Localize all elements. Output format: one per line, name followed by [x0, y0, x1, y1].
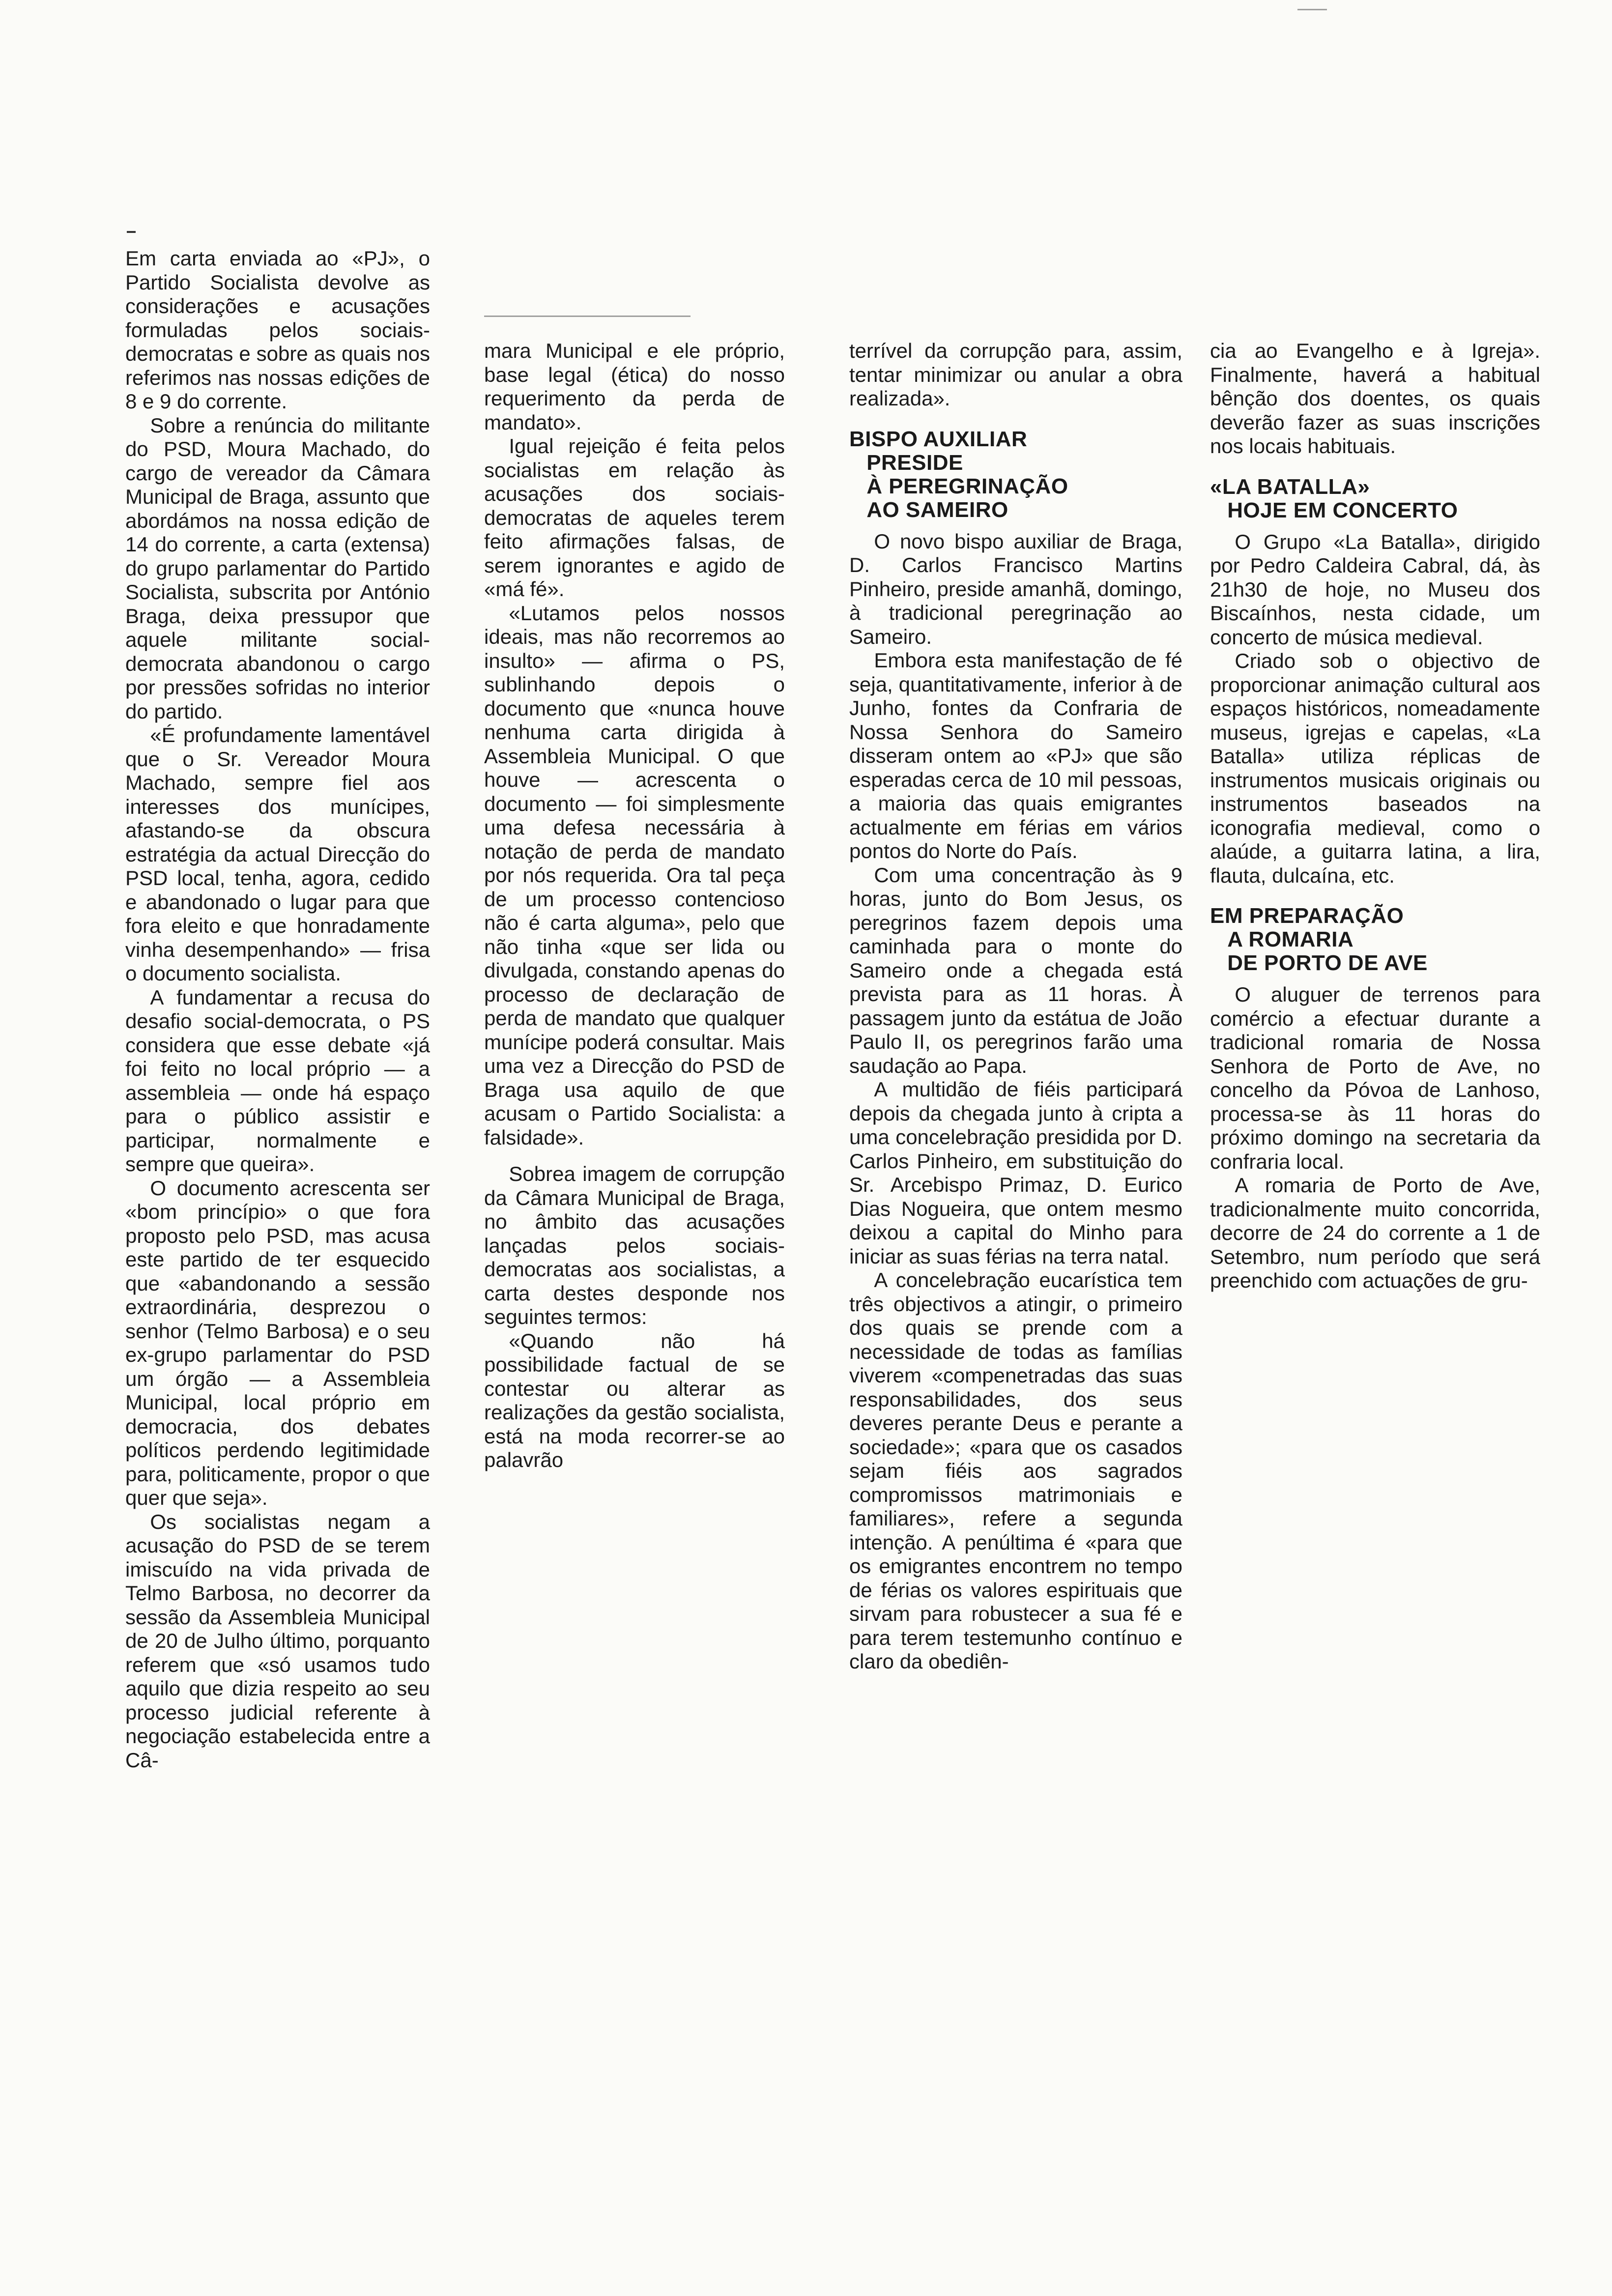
- col3-para-top: terrível da corrupção para, assim, tentar minimizar ou anular a obra realizada».: [849, 339, 1182, 410]
- column-2: [484, 339, 785, 1472]
- col1-para-5: O documento acrescenta ser «bom princípio» o que fora proposto pelo PSD, mas acusa este partido de ter esquecido que «abandonando a sessão extraordinária, desprezou o senhor (Telmo Barbosa) e o seu ex-grupo parlamentar do PSD um órgão — a Assembleia Municipal, local próprio em democracia, dos debates políticos perdendo legitimidade para, politicamente, propor o que quer que seja».: [125, 1176, 430, 1509]
- col2-para-3: «Lutamos pelos nossos ideais, mas não recorremos ao insulto» — afirma o PS, sublinhando depois o documento que «nunca houve nenhuma carta dirigida à Assembleia Municipal. O que houve — acrescenta o documento — foi simplesmente uma defesa necessária à notação de perda de mandato por nós requerida. Ora tal peça de um processo contencioso não é carta alguma», pelo que não tinha «que ser lida ou divulgada, constando apenas do processo de declaração de perda de mandato que qualquer munícipe poderá consultar. Mais uma vez a Direcção do PSD de Braga usa aquilo de que acusam o Partido Socialista: a falsidade».: [484, 601, 785, 1149]
- print-artifact: [1297, 9, 1327, 10]
- print-artifact: [484, 316, 691, 317]
- headline-bispo-auxiliar: BISPO AUXILIAR PRESIDE À PEREGRINAÇÃO AO SAMEIRO: [849, 427, 1068, 522]
- col3-para-2: Embora esta manifestação de fé seja, quantitativamente, inferior à de Junho, fontes da Confraria de Nossa Senhora do Sameiro disseram ontem ao «PJ» que são esperadas cerca de 10 mil pessoas, a maioria das quais emigrantes actualmente em férias em vários pontos do Norte do País.: [849, 649, 1182, 862]
- col2-para-2: Igual rejeição é feita pelos socialistas em relação às acusações dos sociais-democratas de aqueles terem feito afirmações falsas, de serem ignorantes e agido de «má fé».: [484, 434, 785, 601]
- lead-dash: [127, 231, 136, 233]
- col4-para-top: cia ao Evangelho e à Igreja». Finalmente, haverá a habitual bênção dos doentes, os quais deverão fazer as suas inscrições nos locais habituais.: [1210, 339, 1540, 458]
- col3-para-1: O novo bispo auxiliar de Braga, D. Carlos Francisco Martins Pinheiro, preside amanhã, domingo, à tradicional peregrinação ao Sameiro.: [849, 529, 1182, 648]
- col2-para-5: «Quando não há possibilidade factual de se contestar ou alterar as realizações da gestão socialista, está na moda recorrer-se ao palavrão: [484, 1329, 785, 1471]
- col1-para-6: Os socialistas negam a acusação do PSD de se terem imiscuído na vida privada de Telmo Barbosa, no decorrer da sessão da Assembleia Municipal de 20 de Julho último, porquanto referem que «só usamos tudo aquilo que dizia respeito ao seu processo judicial referente à negociação estabelecida entre a Câ-: [125, 1510, 430, 1772]
- col1-para-2: Sobre a renúncia do militante do PSD, Moura Machado, do cargo de vereador da Câmara Municipal de Braga, assunto que abordámos na nossa edição de 14 do corrente, a carta (extensa) do grupo parlamentar do Partido Socialista, subscrita por António Braga, deixa pressupor que aquele militante social-democrata abandonou o cargo por pressões sofridas no interior do partido.: [125, 413, 430, 723]
- col4-para-3: O aluguer de terrenos para comércio a efectuar durante a tradicional romaria de Nossa Senhora de Porto de Ave, no concelho da Póvoa de Lanhoso, processa-se às 11 horas do próximo domingo na secretaria da confraria local.: [1210, 983, 1540, 1173]
- col1-para-4: A fundamentar a recusa do desafio social-democrata, o PS considera que esse debate «já foi feito no local próprio — a assembleia — onde há espaço para o público assistir e participar, normalmente e sempre que queira».: [125, 985, 430, 1176]
- column-1: [125, 247, 430, 1772]
- col4-para-2: Criado sob o objectivo de proporcionar animação cultural aos espaços históricos, nomeadamente museus, igrejas e capelas, «La Batalla» utiliza réplicas de instrumentos musicais originais ou instrumentos baseados na iconografia medieval, como o alaúde, a guitarra latina, a lira, flauta, dulcaína, etc.: [1210, 649, 1540, 887]
- headline-romaria-porto-de-ave: EM PREPARAÇÃO A ROMARIA DE PORTO DE AVE: [1210, 904, 1428, 975]
- headline-la-batalla: «LA BATALLA» HOJE EM CONCERTO: [1210, 474, 1458, 522]
- col3-para-5: A concelebração eucarística tem três objectivos a atingir, o primeiro dos quais se prende com a necessidade de todas as famílias viverem «compenetradas das suas responsabilidades, dos seus deveres perante Deus e perante a sociedade»; «para que os casados sejam fiéis aos sagrados compromissos matrimoniais e familiares», refere a segunda intenção. A penúltima é «para que os emigrantes encontrem no tempo de férias os valores espirituais que sirvam para robustecer a sua fé e para terem testemunho contínuo e claro da obediên-: [849, 1268, 1182, 1673]
- col2-para-1: mara Municipal e ele próprio, base legal (ética) do nosso requerimento da perda de mandato».: [484, 339, 785, 434]
- col2-para-4: Sobrea imagem de corrupção da Câmara Municipal de Braga, no âmbito das acusações lançadas pelos sociais-democratas aos socialistas, a carta destes desponde nos seguintes termos:: [484, 1162, 785, 1328]
- col1-para-3: «É profundamente lamentável que o Sr. Vereador Moura Machado, sempre fiel aos interesses dos munícipes, afastando-se da obscura estratégia da actual Direcção do PSD local, tenha, agora, cedido e abandonado o lugar para que fora eleito e que honradamente vinha desempenhando» — frisa o documento socialista.: [125, 723, 430, 985]
- col1-para-1: Em carta enviada ao «PJ», o Partido Socialista devolve as considerações e acusações formuladas pelos sociais-democratas e sobre as quais nos referimos nas nossas edições de 8 e 9 do corrente.: [125, 247, 430, 413]
- col4-para-1: O Grupo «La Batalla», dirigido por Pedro Caldeira Cabral, dá, às 21h30 de hoje, no Museu dos Biscaínhos, nesta cidade, um concerto de música medieval.: [1210, 530, 1540, 649]
- col4-para-4: A romaria de Porto de Ave, tradicionalmente muito concorrida, decorre de 24 do corrente a 1 de Setembro, num período que será preenchido com actuações de gru-: [1210, 1174, 1540, 1292]
- col3-para-3: Com uma concentração às 9 horas, junto do Bom Jesus, os peregrinos fazem depois uma caminhada para o monte do Sameiro onde a chegada está prevista para as 11 horas. À passagem junto da estátua de João Paulo II, os peregrinos farão uma saudação ao Papa.: [849, 863, 1182, 1077]
- column-4: [1210, 339, 1540, 1293]
- column-3: [849, 339, 1182, 1674]
- col3-para-4: A multidão de fiéis participará depois da chegada junto à cripta a uma concelebração presidida por D. Carlos Pinheiro, em substituição do Sr. Arcebispo Primaz, D. Eurico Dias Nogueira, que ontem mesmo deixou a capital do Minho para iniciar as suas férias na terra natal.: [849, 1078, 1182, 1268]
